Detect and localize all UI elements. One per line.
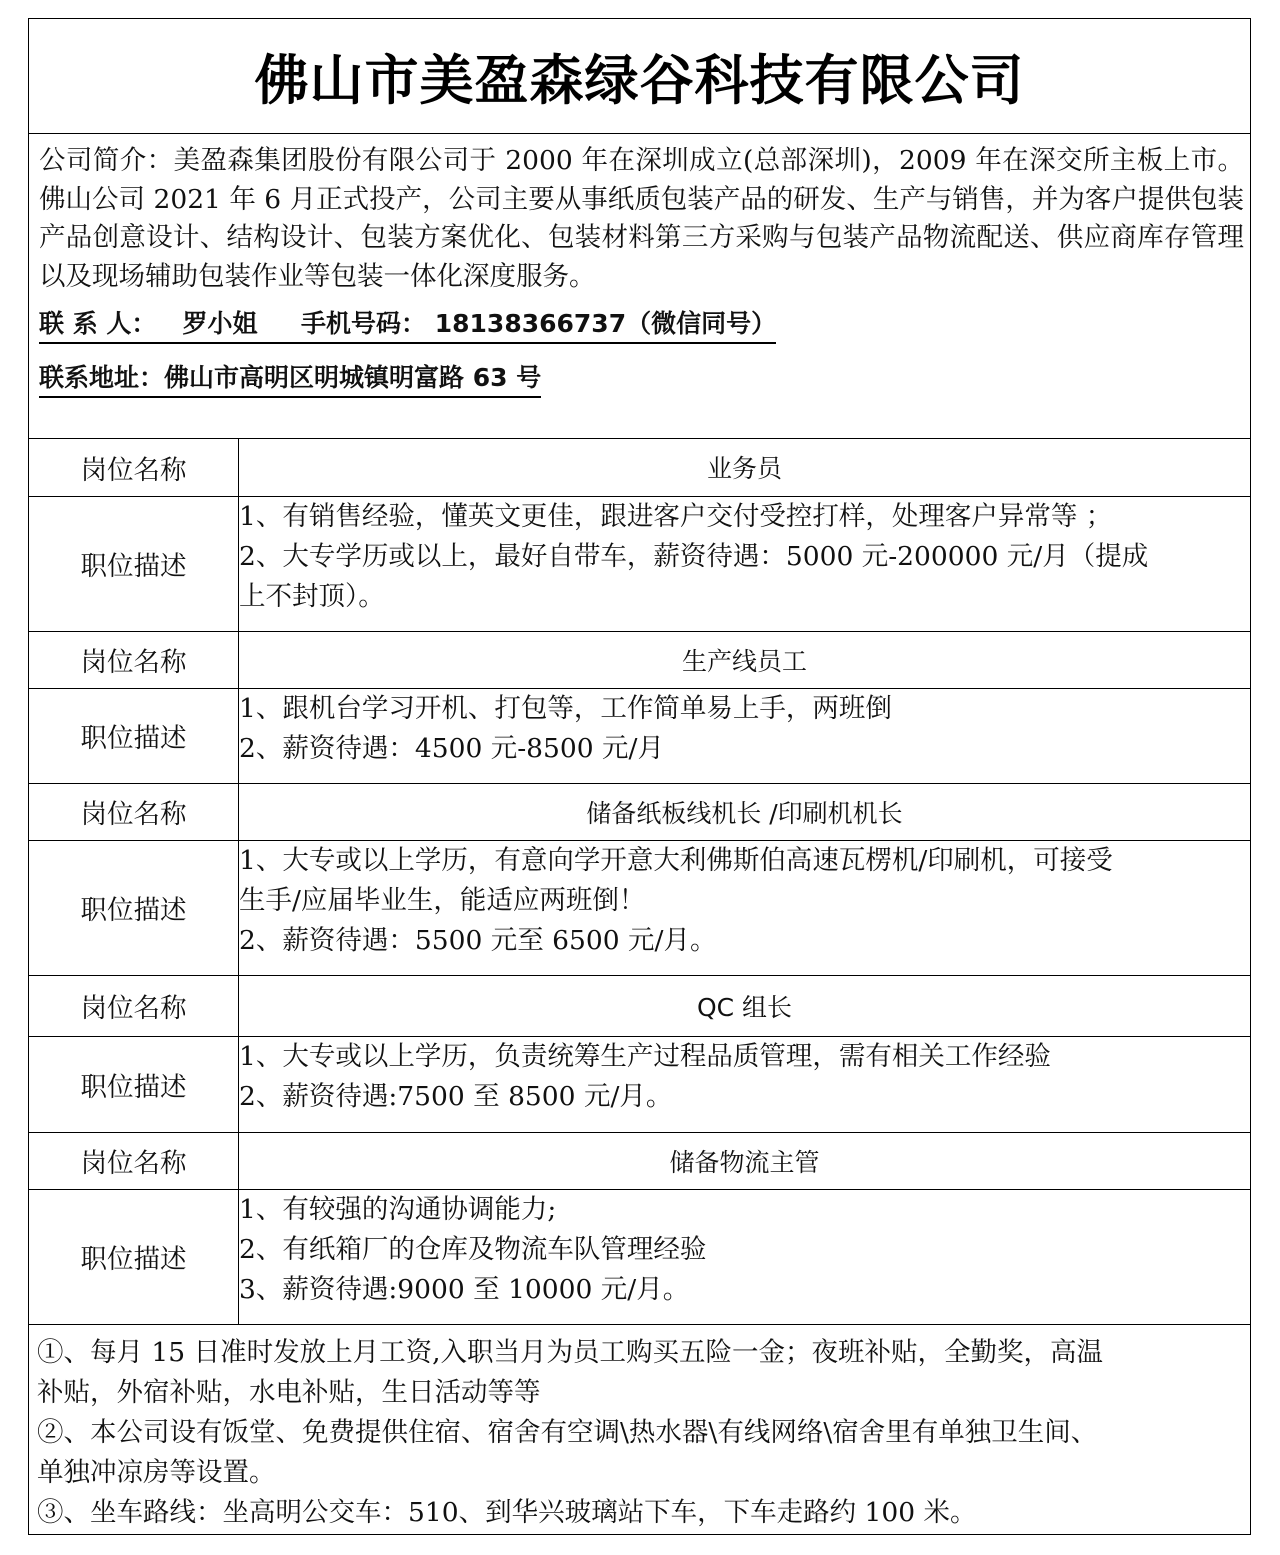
desc-line: 1、跟机台学习开机、打包等，工作简单易上手，两班倒 (239, 692, 892, 724)
company-title: 佛山市美盈森绿谷科技有限公司 (254, 48, 1025, 112)
job-desc-row (29, 496, 1250, 631)
job-desc-row (29, 1189, 1250, 1324)
recruitment-sheet (28, 18, 1251, 1535)
position-desc-label: 职位描述 (29, 840, 239, 975)
job-title-row (29, 439, 1250, 496)
position-name-label: 岗位名称 (29, 439, 239, 496)
benefit-line: ①、每月 15 日准时发放上月工资,入职当月为员工购买五险一金；夜班补贴，全勤奖，高温 (37, 1336, 1103, 1368)
desc-line: 1、有较强的沟通协调能力; (239, 1193, 557, 1225)
desc-line: 1、大专或以上学历，负责统筹生产过程品质管理，需有相关工作经验 (239, 1040, 1051, 1072)
job-description (239, 1189, 1251, 1324)
job-description (239, 840, 1251, 975)
intro-section (29, 134, 1250, 439)
desc-line: 生手/应届毕业生，能适应两班倒！ (239, 884, 646, 916)
desc-line: 2、薪资待遇:7500 至 8500 元/月。 (239, 1080, 673, 1112)
position-desc-label: 职位描述 (29, 496, 239, 631)
job-title: 储备物流主管 (239, 1132, 1251, 1189)
job-title-row (29, 631, 1250, 688)
job-title-row (29, 975, 1250, 1036)
job-desc-row (29, 688, 1250, 783)
contact-person-phone: 联 系 人： 罗小姐 手机号码： 18138366737（微信同号） (39, 304, 776, 344)
desc-line: 2、薪资待遇：4500 元-8500 元/月 (239, 732, 664, 764)
position-name-label: 岗位名称 (29, 975, 239, 1036)
job-description (239, 496, 1251, 631)
job-title: 业务员 (239, 439, 1251, 496)
position-desc-label: 职位描述 (29, 688, 239, 783)
title-row (29, 19, 1250, 134)
benefit-line: 补贴，外宿补贴，水电补贴，生日活动等等 (37, 1376, 541, 1408)
position-name-label: 岗位名称 (29, 783, 239, 840)
job-title: 储备纸板线机长 /印刷机机长 (239, 783, 1251, 840)
benefit-line: ③、坐车路线：坐高明公交车：510、到华兴玻璃站下车，下车走路约 100 米。 (37, 1496, 977, 1528)
desc-line: 1、大专或以上学历，有意向学开意大利佛斯伯高速瓦楞机/印刷机，可接受 (239, 844, 1113, 876)
job-desc-row (29, 1036, 1250, 1132)
desc-line: 1、有销售经验，懂英文更佳，跟进客户交付受控打样，处理客户异常等 ； (239, 500, 1113, 532)
desc-line: 2、有纸箱厂的仓库及物流车队管理经验 (239, 1233, 707, 1265)
job-title: QC 组长 (239, 975, 1251, 1036)
position-name-label: 岗位名称 (29, 631, 239, 688)
jobs-table (29, 439, 1250, 1325)
benefit-line: 单独冲凉房等设置。 (37, 1456, 276, 1488)
desc-line: 上不封顶）。 (239, 580, 385, 612)
position-desc-label: 职位描述 (29, 1189, 239, 1324)
contact-address: 联系地址：佛山市高明区明城镇明富路 63 号 (39, 358, 541, 398)
job-description (239, 1036, 1251, 1132)
benefits-section (29, 1325, 1250, 1533)
benefit-line: ②、本公司设有饭堂、免费提供住宿、宿舍有空调\热水器\有线网络\宿舍里有单独卫生间、 (37, 1416, 1098, 1448)
position-desc-label: 职位描述 (29, 1036, 239, 1132)
job-desc-row (29, 840, 1250, 975)
job-title: 生产线员工 (239, 631, 1251, 688)
contact-block (39, 304, 1244, 398)
job-title-row (29, 783, 1250, 840)
position-name-label: 岗位名称 (29, 1132, 239, 1189)
job-description (239, 688, 1251, 783)
desc-line: 3、薪资待遇:9000 至 10000 元/月。 (239, 1273, 690, 1305)
desc-line: 2、薪资待遇：5500 元至 6500 元/月。 (239, 924, 717, 956)
desc-line: 2、大专学历或以上，最好自带车，薪资待遇：5000 元-200000 元/月（提成 (239, 540, 1149, 572)
job-title-row (29, 1132, 1250, 1189)
company-intro: 公司简介：美盈森集团股份有限公司于 2000 年在深圳成立(总部深圳)，2009 年在深交所主板上市。佛山公司 2021 年 6 月正式投产，公司主要从事纸质包装产品的研发、生产与销售，并为客户提供包装产品创意设计、结构设计、包装方案优化、包装材料第三方采购与包装产品物流配送、供应商库存管理以及现场辅助包装作业等包装一体化深度服务。 (39, 145, 1244, 292)
